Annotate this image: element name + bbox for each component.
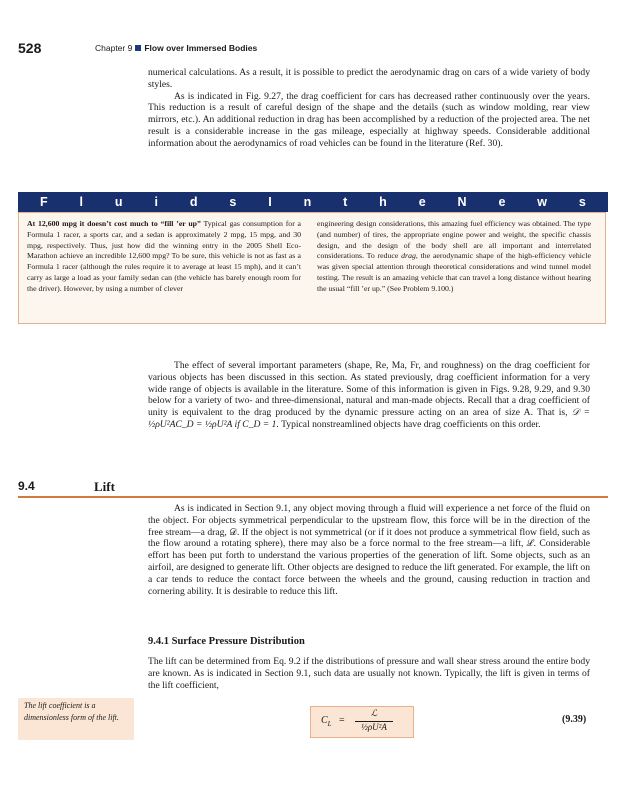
banner-letter: d	[189, 195, 198, 209]
banner-letter: n	[303, 195, 312, 209]
drag-formula: 𝒟 = ½ρU²AC_D = ½ρU²A if C_D = 1.	[148, 407, 590, 430]
equation-lhs-symbol: C	[321, 715, 328, 726]
section-title: Lift	[94, 479, 115, 494]
banner-letter: e	[498, 195, 506, 209]
drag-summary-text-1: The effect of several important parameters (shape, Re, Ma, Fr, and roughness) on the drag coefficient for various objects has been discussed in this section. As stated previously, drag coefficient information for a very wide range of objects is available in the literature. Some of this information is given in Figs. 9.28, 9.29, and 9.30 below for a variety of two- and three-dimensional, natural and man-made objects. Recall that a drag coefficient of unity is equivalent to the drag produced by the dynamic pressure acting on an area of size A. That is,	[148, 360, 590, 419]
equation-numerator: ℒ	[370, 709, 378, 719]
equation-fraction	[351, 709, 397, 732]
subsection-paragraph: The lift can be determined from Eq. 9.2 if the distributions of pressure and wall shear stress around the entire body are known. As is indicated in Section 9.1, such data are usually not known. Typically, the lift is given in terms of the lift coefficient,	[148, 656, 590, 691]
banner-letter: s	[578, 195, 586, 209]
fluids-in-the-news-banner	[18, 192, 608, 212]
equation-box	[310, 706, 414, 738]
news-emphasis: drag	[401, 251, 416, 261]
square-bullet-icon	[135, 45, 141, 51]
news-left-text: Typical gas consumption for a Formula 1 racer, a sports car, and a sedan is approximately 2 mpg, 15 mpg, and 30 mpg, respectively. Thus, just how did the winning entry in the 2005 Shell Eco-Marathon achieve an incredible 12,600 mpg? To be sure, this vehicle is not as fast as a Formula 1 racer (although the rules require it to average at least 15 mph), and it can’t carry as large a load as your family sedan can (the vehicle has barely enough room for the driver). However, by using a number of clever	[27, 219, 301, 293]
drag-summary-paragraph	[148, 360, 590, 431]
equation-denominator: ½ρU²A	[361, 722, 387, 732]
page-number: 528	[18, 40, 42, 56]
news-right-text-1: engineering design considerations, this amazing fuel efficiency was obtained. The type (and number) of tires, the appropriate engine power and weight, the specific chassis design, and the design of the body shell are all important and interrelated considerations. To reduce	[317, 219, 591, 261]
banner-letter: h	[379, 195, 387, 209]
banner-letter: l	[79, 195, 84, 209]
banner-letter: w	[537, 195, 548, 209]
intro-paragraph-2: As is indicated in Fig. 9.27, the drag coefficient for cars has decreased rather continuously over the years. This reduction is a result of careful design of the shape and the details (such as window molding, rear view mirrors, etc.). An additional reduction in drag has been accomplished by a reduction of the projected area. The net result is a considerable increase in the gas mileage, especially at highway speeds. Considerable additional information about the aerodynamics of road vehicles can be found in the literature (Ref. 30).	[148, 90, 590, 149]
drag-summary-text-2: Typical nonstreamlined objects have drag coefficients on this order.	[278, 418, 541, 430]
banner-letter: F	[40, 195, 48, 209]
intro-paragraph-1: numerical calculations. As a result, it is possible to predict the aerodynamic drag on cars of a wide variety of body styles.	[148, 67, 590, 90]
subsection-title: 9.4.1 Surface Pressure Distribution	[148, 636, 305, 647]
margin-note: The lift coefficient is a dimensionless form of the lift.	[18, 698, 134, 740]
fluids-in-the-news-box	[18, 212, 606, 324]
banner-letter: N	[457, 195, 467, 209]
news-column-right	[317, 219, 591, 295]
chapter-label	[95, 43, 257, 53]
chapter-number: Chapter 9	[95, 43, 133, 53]
lift-paragraph: As is indicated in Section 9.1, any object moving through a fluid will experience a net force of the fluid on the object. For objects symmetrical perpendicular to the upstream flow, this force will be in the direction of the free stream—a drag, 𝒟. If the object is not symmetrical (or if it does not produce a symmetrical flow field, such as the flow around a rotating sphere), there may also be a force normal to the free stream—a lift, ℒ. Considerable effort has been put forth to understand the various properties of the generation of lift. Some objects, such as an airfoil, are designed to generate lift. Other objects are designed to reduce the lift generated. For example, the lift on a car tends to reduce the contact force between the wheels and the ground, causing reduction in traction and cornering ability. It is desirable to reduce this lift.	[148, 503, 590, 597]
page-header	[18, 40, 608, 60]
banner-letter: I	[268, 195, 272, 209]
equation-number: (9.39)	[562, 714, 587, 725]
equation-equals: =	[339, 715, 345, 726]
news-column-left	[27, 219, 301, 295]
banner-letters	[18, 192, 608, 212]
banner-letter: t	[343, 195, 348, 209]
banner-letter: s	[229, 195, 237, 209]
section-number: 9.4	[18, 479, 35, 493]
equation-lhs	[321, 715, 332, 728]
banner-letter: u	[114, 195, 123, 209]
banner-letter: e	[418, 195, 426, 209]
intro-text	[148, 67, 590, 150]
news-right-text-2: , the aerodynamic shape of the high-efficiency vehicle was given special attention through theoretical considerations and wind tunnel model testing. The result is an amazing vehicle that can travel a long distance without hearing the usual “fill ’er up.” (See Problem 9.100.)	[317, 251, 591, 293]
news-headline: At 12,600 mpg it doesn’t cost much to “fill ’er up”	[27, 219, 201, 228]
equation-lhs-subscript: L	[327, 720, 332, 728]
section-divider	[18, 496, 608, 498]
banner-letter: i	[154, 195, 158, 209]
chapter-title: Flow over Immersed Bodies	[144, 43, 258, 53]
